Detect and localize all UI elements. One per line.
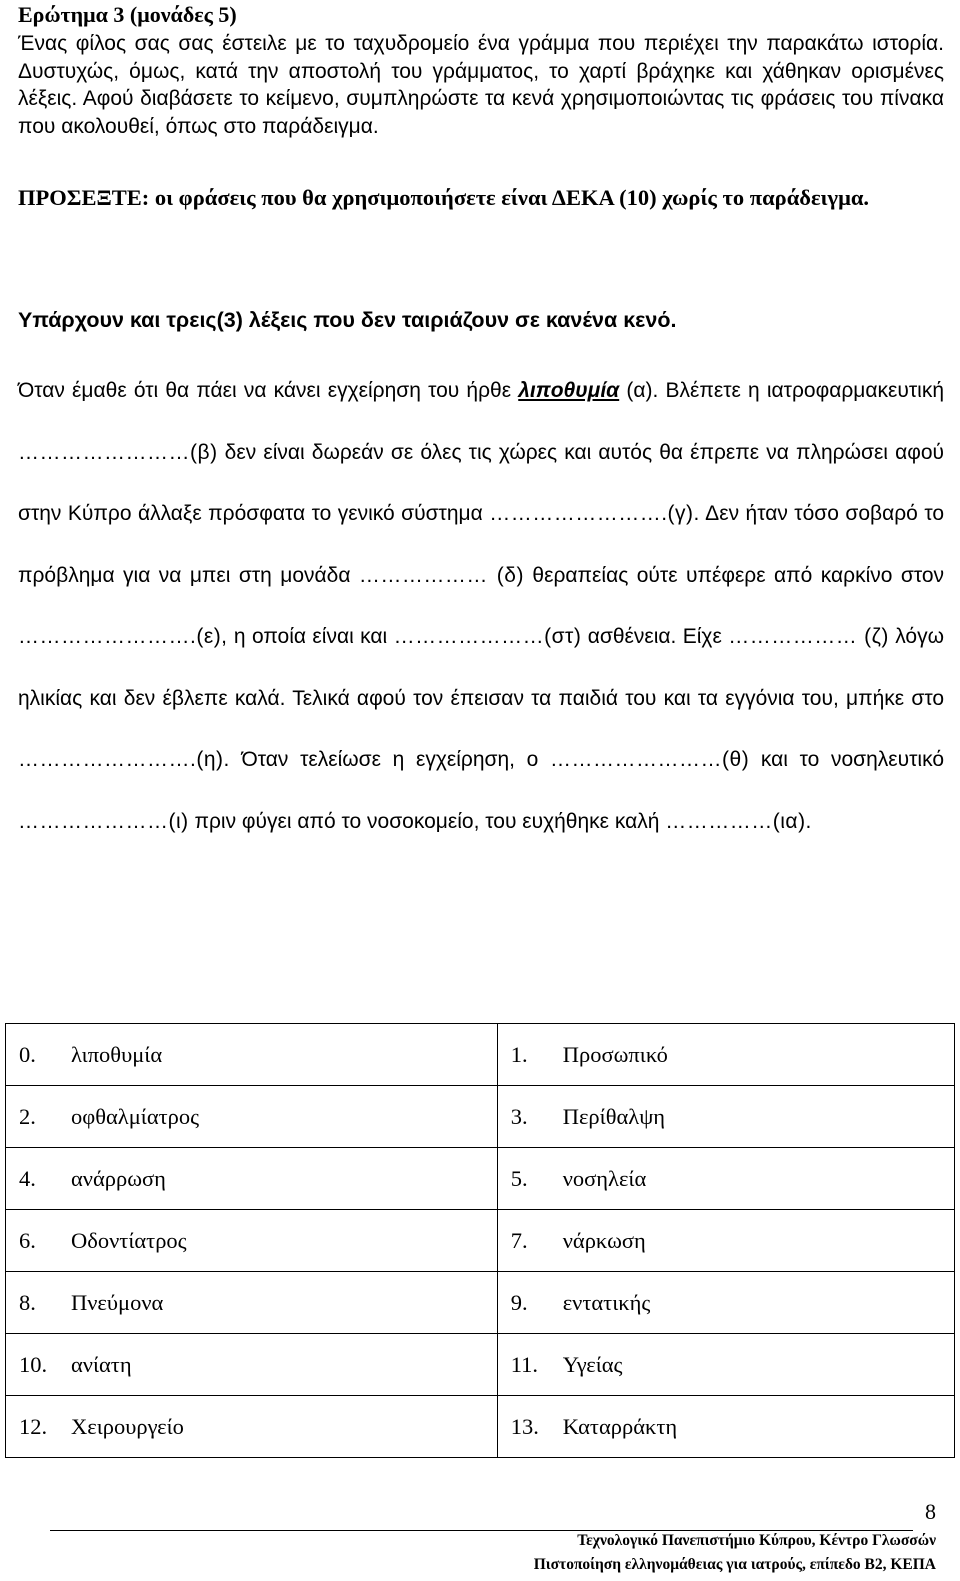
choice-number: 12. [19,1413,48,1439]
choice-number: 5. [510,1165,528,1191]
table-cell [6,1334,498,1396]
notice-paragraph: ΠΡΟΣΕΞΤΕ: οι φράσεις που θα χρησιμοποιήσετε είναι ΔΕΚΑ (10) χωρίς το παράδειγμα. [18,185,870,210]
extra-words-note: Υπάρχουν και τρεις(3) λέξεις που δεν ταιριάζουν σε κανένα κενό. [18,308,677,332]
choice-number: 4. [19,1165,36,1191]
choice-number: 6. [19,1227,36,1253]
table-cell [6,1148,498,1210]
story-segment: (α). Βλέπετε η ιατροφαρμακευτική [619,379,945,402]
choice-number: 1. [510,1041,528,1067]
blank-e: …………………….(ε), [18,625,228,648]
table-row [6,1272,955,1334]
blank-i: …………………(ι) [18,809,189,833]
choice-word: Χειρουργείο [71,1413,184,1439]
blank-c: …………………….(γ). [489,502,700,525]
choice-number: 10. [19,1351,48,1377]
table-row [6,1024,955,1086]
table-cell [6,1210,498,1272]
table-cell [497,1148,954,1210]
choice-number: 2. [19,1103,36,1129]
choice-word: ανάρρωση [71,1165,166,1191]
table-cell [497,1086,954,1148]
story-segment: και το νοσηλευτικό [749,748,945,771]
choice-word: νοσηλεία [562,1165,647,1191]
choice-number: 3. [510,1103,528,1129]
table-row [6,1148,955,1210]
table-row [6,1086,955,1148]
footer-divider [50,1530,913,1531]
instructions-paragraph: Ένας φίλος σας σας έστειλε με το ταχυδρομείο ένα γράμμα που περιέχει την παρακάτω ιστορία. Δυστυχώς, όμως, κατά την αποστολή του γράμματος, το χαρτί βράχηκε και χάθηκαν ορισμένες λέξεις. Αφού διαβάσετε το κείμενο, συμπληρώστε τα κενά χρησιμοποιώντας τις φράσεις του πίνακα που ακολουθεί, όπως στο παράδειγμα. [18,32,944,138]
table-cell [6,1396,498,1458]
table-row [6,1210,955,1272]
story-segment: λόγω ηλικίας και δεν έβλεπε καλά. Τελικά αφού τον έπεισαν τα παιδιά του και τα εγγόνια του, μπήκε στο [18,625,945,710]
blank-z: ……………… (ζ) [728,625,889,648]
table-cell [6,1086,498,1148]
footer-institution: Τεχνολογικό Πανεπιστήμιο Κύπρου, Κέντρο Γλωσσών [577,1532,936,1549]
document-page [18,0,944,1581]
table-cell [6,1272,498,1334]
choice-word: Πνεύμονα [71,1289,164,1315]
choice-word: εντατικής [562,1289,651,1315]
table-cell [6,1024,498,1086]
table-cell [497,1272,954,1334]
question-heading: Ερώτημα 3 (μονάδες 5) [18,2,237,27]
table-cell [497,1210,954,1272]
story-segment: πριν φύγει από το νοσοκομείο, του ευχήθηκε καλή [188,809,666,833]
table-row [6,1396,955,1458]
story-segment: Δεν ήταν τόσο σοβαρό το πρόβλημα για να μπει στη μονάδα [18,502,944,587]
choice-word: ανίατη [71,1351,132,1377]
footer-certification: Πιστοποίηση ελληνομάθειας για ιατρούς, επίπεδο Β2, ΚΕΠΑ [533,1556,936,1573]
choice-number: 9. [510,1289,528,1315]
choice-word: λιποθυμία [71,1041,163,1067]
choice-word: Προσωπικό [562,1041,668,1067]
choice-word: οφθαλμίατρος [71,1103,200,1129]
story-segment: Όταν τελείωσε η εγχείρηση, ο [229,748,551,771]
blank-ia: ……………(ια). [665,809,812,833]
choice-number: 7. [510,1227,528,1253]
word-choices-table [5,1023,955,1458]
page-number: 8 [925,1499,936,1524]
story-segment: δεν είναι δωρεάν σε όλες τις χώρες και αυτός θα έπρεπε να πληρώσει αφού στην Κύπρο άλλαξε πρόσφατα το γενικό σύστημα [18,440,944,525]
story-segment: Όταν έμαθε ότι θα πάει να κάνει εγχείρηση του ήρθε [18,379,519,402]
table-row [6,1334,955,1396]
story-segment: θεραπείας ούτε υπέφερε από καρκίνο στον [524,563,944,587]
choice-number: 11. [510,1351,539,1377]
example-answer: λιποθυμία [518,379,620,402]
choice-number: 0. [19,1041,36,1067]
blank-b: ……………………(β) [18,440,218,464]
choice-word: Οδοντίατρος [71,1227,187,1253]
choice-number: 13. [510,1413,539,1439]
blank-st: …………………(στ) [393,625,582,648]
blank-d: ……………… (δ) [358,563,524,587]
blank-h: …………………….(η). [18,748,230,771]
table-cell [497,1334,954,1396]
story-segment: η οποία είναι και [227,625,394,648]
blank-th: ……………………(θ) [550,748,750,771]
choice-number: 8. [19,1289,36,1315]
choice-word: Υγείας [562,1351,623,1377]
choice-word: νάρκωση [562,1227,646,1253]
table-cell [497,1024,954,1086]
story-segment: ασθένεια. Είχε [581,625,729,648]
story-text [18,360,944,852]
table-cell [497,1396,954,1458]
choice-word: Περίθαλψη [562,1103,666,1129]
choice-word: Καταρράκτη [562,1413,678,1439]
